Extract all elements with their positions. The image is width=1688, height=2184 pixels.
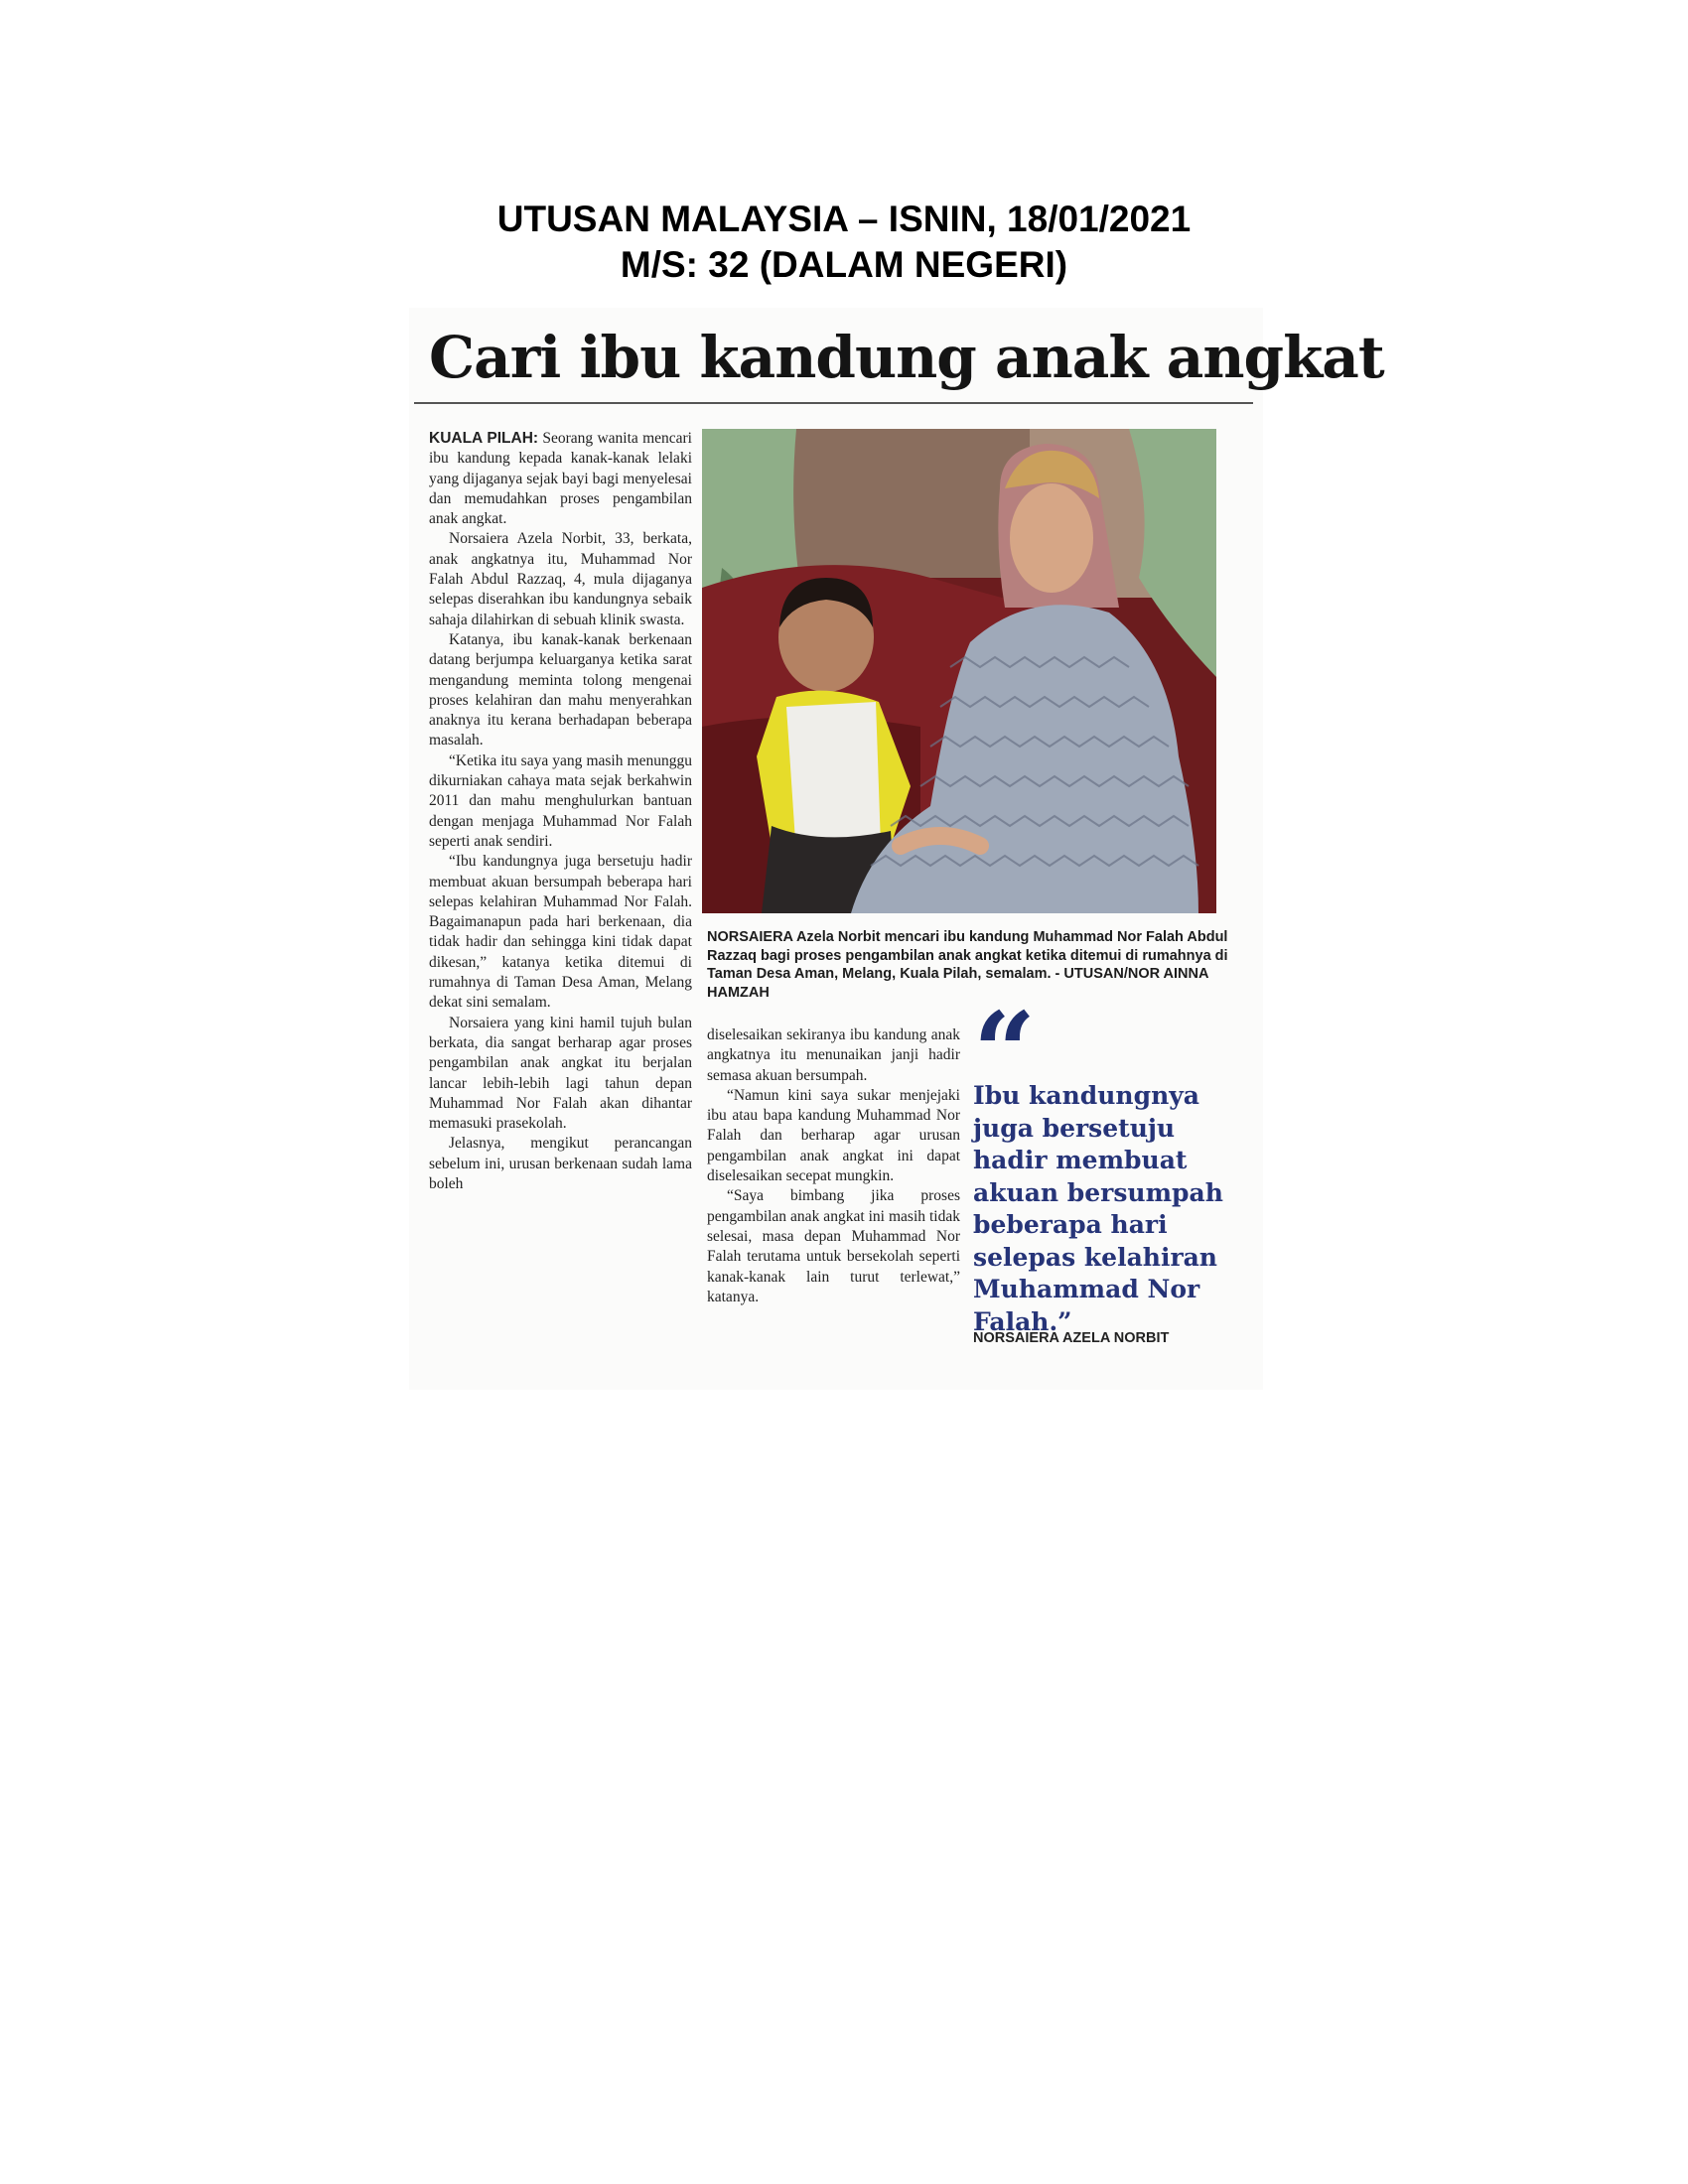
headline-rule	[414, 402, 1253, 404]
article-paragraph: diselesaikan sekiranya ibu kandung anak angkatnya itu menunaikan janji hadir semasa akuan bersumpah.	[707, 1026, 960, 1084]
article-column-1	[429, 429, 692, 1194]
pull-quote: Ibu kandungnya juga bersetuju hadir membuat akuan bersumpah beberapa hari selepas kelahiran Muhammad Nor Falah.”	[973, 1081, 1223, 1336]
article-paragraph: Norsaiera Azela Norbit, 33, berkata, anak angkatnya itu, Muhammad Nor Falah Abdul Razzaq, 4, mula dijaganya selepas diserahkan ibu kandungnya sebaik sahaja dilahirkan di sebuah klinik swasta.	[429, 530, 692, 628]
article-paragraph: “Saya bimbang jika proses pengambilan anak angkat ini masih tidak selesai, masa depan Muhammad Nor Falah terutama untuk bersekolah seperti kanak-kanak lain turut terlewat,” katanya.	[707, 1187, 960, 1305]
article-lead-text: Seorang wanita mencari ibu kandung kepada kanak-kanak lelaki yang dijaganya sejak bayi bagi menyelesai dan memudahkan proses pengambilan anak angkat.	[429, 430, 692, 528]
article-paragraph: Jelasnya, mengikut perancangan sebelum ini, urusan berkenaan sudah lama boleh	[429, 1135, 692, 1192]
article-paragraph: “Namun kini saya sukar menjejaki ibu atau bapa kandung Muhammad Nor Falah dan berharap agar urusan pengambilan anak angkat ini dapat diselesaikan secepat mungkin.	[707, 1086, 960, 1185]
photo-caption: NORSAIERA Azela Norbit mencari ibu kandung Muhammad Nor Falah Abdul Razzaq bagi proses pengambilan anak angkat ketika ditemui di rumahnya di Taman Desa Aman, Melang, Kuala Pilah, semalam. - UTUSAN/NOR AINNA HAMZAH	[707, 929, 1228, 1001]
article-paragraph: Norsaiera yang kini hamil tujuh bulan berkata, dia sangat berharap agar proses pengambilan anak angkat itu berjalan lancar lebih-lebih lagi tahun depan Muhammad Nor Falah akan dihantar memasuki prasekolah.	[429, 1014, 692, 1133]
source-page-line: M/S: 32 (DALAM NEGERI)	[620, 244, 1068, 285]
article-headline: Cari ibu kandung anak angkat	[429, 324, 1384, 391]
article-paragraph: Katanya, ibu kanak-kanak berkenaan datang berjumpa keluarganya ketika sarat mengandung meminta tolong mengenai proses kelahiran dan mahu menyerahkan anaknya itu kerana berhadapan beberapa masalah.	[429, 630, 692, 750]
article-photo	[702, 429, 1216, 913]
source-publication-line: UTUSAN MALAYSIA – ISNIN, 18/01/2021	[496, 199, 1192, 239]
article-paragraph: “Ibu kandungnya juga bersetuju hadir membuat akuan bersumpah beberapa hari selepas kelahiran Muhammad Nor Falah. Bagaimanapun pada hari berkenaan, dia tidak hadir dan sehingga kini tidak dapat dikesan,” katanya ketika ditemui di rumahnya di Taman Desa Aman, Melang dekat sini semalam.	[429, 853, 692, 1012]
photo-illustration	[702, 429, 1216, 913]
quote-mark-icon: “	[973, 988, 1037, 1116]
article-paragraph	[429, 429, 692, 529]
article-paragraph: “Ketika itu saya yang masih menunggu dikurniakan cahaya mata sejak berkahwin 2011 dan mahu menghulurkan bantuan dengan menjaga Muhammad Nor Falah seperti anak sendiri.	[429, 751, 692, 850]
pull-quote-attribution: NORSAIERA AZELA NORBIT	[973, 1330, 1170, 1346]
newspaper-clipping	[409, 308, 1384, 1390]
source-header	[0, 197, 1688, 288]
dateline: KUALA PILAH:	[429, 430, 539, 447]
article-column-2	[707, 1025, 960, 1307]
